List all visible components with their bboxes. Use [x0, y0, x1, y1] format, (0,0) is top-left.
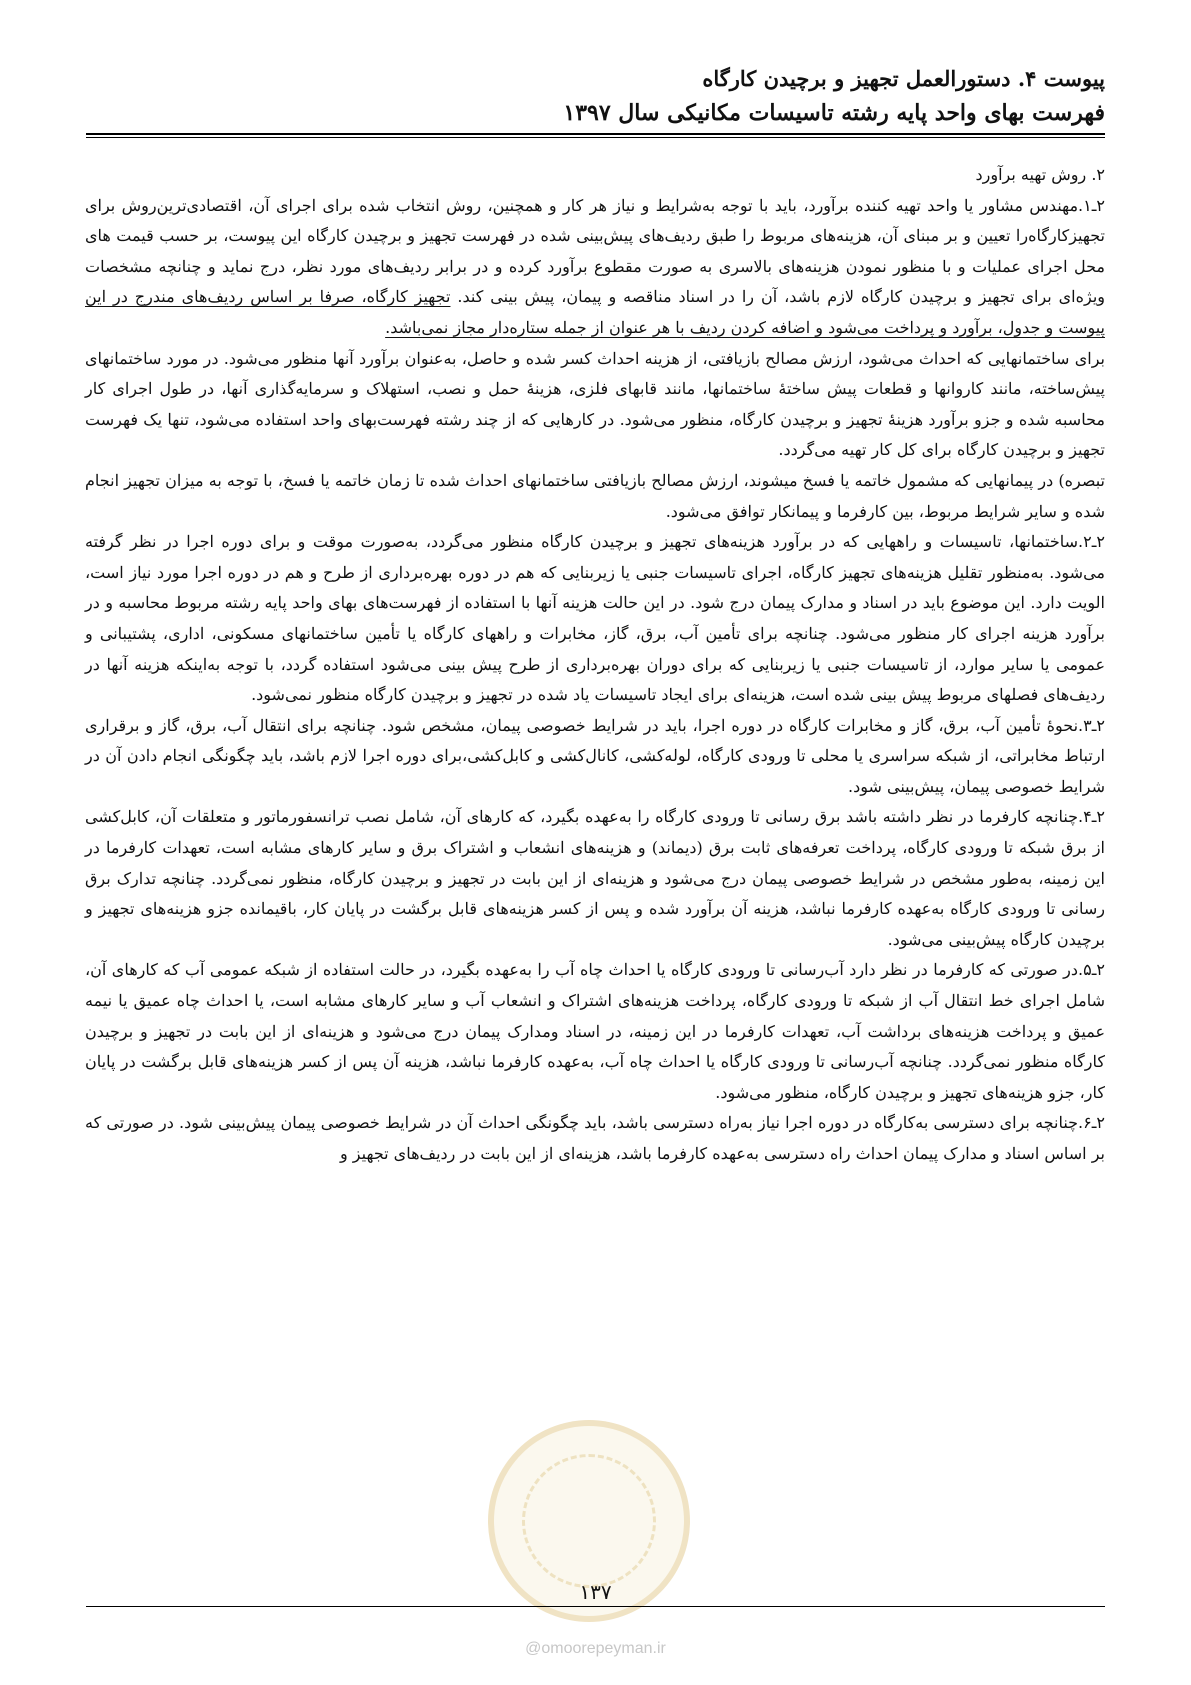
paragraph-2-5: ۲ـ۵.در صورتی که کارفرما در نظر دارد آب‌رسانی تا ورودی کارگاه یا احداث چاه آب را به‌عهده بگیرد، در حالت استفاده از شبکه عمومی آب که کارهای آن، شامل اجرای خط انتقال آب از شبکه تا ورودی کارگاه، پرداخت هزینه‌های اشتراک و انشعاب آب و سایر کارهای مشابه است، یا احداث چاه عمیق یا نیمه عمیق و پرداخت هزینه‌های برداشت آب، تعهدات کارفرما در این زمینه، در اسناد ومدارک پیمان درج می‌شود و هزینه‌ای از این بابت در تجهیز و برچیدن کارگاه منظور نمی‌گردد. چنانچه آب‌رسانی تا ورودی کارگاه یا احداث چاه آب، به‌عهده کارفرما نباشد، هزینه آن پس از کسر هزینه‌های قابل برگشت در پایان کار، جزو هزینه‌های تجهیز و برچیدن کارگاه، منظور می‌شود.	[85, 960, 1106, 1102]
page-header	[85, 62, 1105, 130]
section-heading: ۲. روش تهیه برآورد	[975, 165, 1105, 184]
footer-rule	[86, 1606, 1105, 1607]
paragraph-2-1-underlined: تجهیز کارگاه، صرفا بر اساس ردیف‌های مندرج در این پیوست و جدول، برآورد و پرداخت می‌شود و اضافه کردن ردیف با هر عنوان از جمله ستاره‌دار مجاز نمی‌باشد.	[85, 287, 1105, 337]
appendix-title: پیوست ۴. دستورالعمل تجهیز و برچیدن کارگاه	[702, 66, 1105, 91]
site-watermark: @omoorepeyman.ir	[525, 1640, 666, 1657]
paragraph-2-1	[85, 191, 1105, 344]
paragraph-note: تبصره) در پیمانهایی که مشمول خاتمه یا فسخ میشوند، ارزش مصالح بازیافتی ساختمانهای احداث شده تا زمان خاتمه یا فسخ، با توجه به میزان تجهیز انجام شده و سایر شرایط مربوط، بین کارفرما و پیمانکار توافق می‌شود.	[85, 470, 1105, 521]
paragraph-2-3: ۲ـ۳.نحوهٔ تأمین آب، برق، گاز و مخابرات کارگاه در دوره اجرا، باید در شرایط خصوصی پیمان، مشخص شود. چنانچه برای انتقال آب، برق، گاز و برقراری ارتباط مخابراتی، از شبکه سراسری یا محلی تا ورودی کارگاه، لوله‌کشی، کانال‌کشی و کابل‌کشی،برای دوره اجرا لازم باشد، باید چگونگی انجام دادن آن در شرایط خصوصی پیمان، پیش‌بینی شود.	[85, 715, 1106, 796]
page-number: ۱۳۷	[579, 1580, 612, 1604]
paragraph-2-1-text: ۲ـ۱.مهندس مشاور یا واحد تهیه کننده برآورد، باید با توجه به‌شرایط و نیاز هر کار و همچنین، روش انتخاب شده برای اجرای آن، اقتصادی‌ترین‌روش برای تجهیزکارگاه‌را تعیین و بر مبنای آن، هزینه‌های مربوط را طبق ردیف‌های پیش‌بینی شده در فهرست تجهیز و برچیدن کارگاه این پیوست، بر حسب قیمت های محل اجرای عملیات و با منظور نمودن هزینه‌های بالاسری به صورت مقطوع برآورد کرده و در برابر ردیف‌های مورد نظر، درج نماید و چنانچه مشخصات ویژه‌ای برای تجهیز و برچیدن کارگاه لازم باشد، آن را در اسناد مناقصه و پیمان، پیش بینی کند.	[85, 195, 1106, 307]
paragraph-2-4: ۲ـ۴.چنانچه کارفرما در نظر داشته باشد برق رسانی تا ورودی کارگاه را به‌عهده بگیرد، که کارهای آن، شامل نصب ترانسفورماتور و متعلقات آن، کابل‌کشی از برق شبکه تا ورودی کارگاه، پرداخت تعرفه‌های ثابت برق (دیماند) و هزینه‌های انشعاب و اشتراک برق و سایر کارهای مشابه است، تعهدات کارفرما در این زمینه، به‌طور مشخص در شرایط خصوصی پیمان درج می‌شود و هزینه‌ای از این بابت در تجهیز و برچیدن کارگاه، منظور نمی‌گردد. چنانچه تدارک برق رسانی تا ورودی کارگاه به‌عهده کارفرما نباشد، هزینه آن برآورد شده و پس از کسر هزینه‌های قابل برگشت در پایان کار، باقیمانده جزو هزینه‌های تجهیز و برچیدن کارگاه پیش‌بینی می‌شود.	[85, 807, 1105, 949]
price-list-title: فهرست بهای واحد پایه رشته تاسیسات مکانیکی سال ۱۳۹۷	[563, 100, 1105, 126]
header-rule-thin	[86, 137, 1105, 138]
paragraph-buildings: برای ساختمانهایی که احداث می‌شود، ارزش مصالح بازیافتی، از هزینه احداث کسر شده و حاصل، به‌عنوان برآورد آنها منظور می‌شود. در مورد ساختمانهای پیش‌ساخته، مانند کاروانها و قطعات پیش ساختهٔ ساختمانها، مانند قابهای فلزی، هزینهٔ حمل و نصب، استهلاک و سرمایه‌گذاری آنها، در طول اجرای کار محاسبه شده و جزو برآورد هزینهٔ تجهیز و برچیدن کارگاه، منظور می‌شود. در کارهایی که از چند رشته فهرست‌بهای واحد استفاده می‌شود، تنها یک فهرست تجهیز و برچیدن کارگاه برای کل کار تهیه می‌گردد.	[85, 348, 1105, 460]
paragraph-2-6: ۲ـ۶.چنانچه برای دسترسی به‌کارگاه در دوره اجرا نیاز به‌راه دسترسی باشد، باید چگونگی احداث آن در شرایط خصوصی پیمان پیش‌بینی شود. در صورتی که بر اساس اسناد و مدارک پیمان احداث راه دسترسی به‌عهده کارفرما باشد، هزینه‌ای از این بابت در ردیف‌های تجهیز و	[85, 1113, 1106, 1163]
paragraph-2-2: ۲ـ۲.ساختمانها، تاسیسات و راههایی که در برآورد هزینه‌های تجهیز و برچیدن کارگاه منظور می‌گردد، به‌صورت موقت و برای دوره اجرا در نظر گرفته می‌شود. به‌منظور تقلیل هزینه‌های تجهیز کارگاه، اجرای تاسیسات جنبی یا زیربنایی که هم در دوره بهره‌برداری از طرح و هم در دوره اجرا مورد نیاز است، الویت دارد. این موضوع باید در اسناد و مدارک پیمان درج شود. در این حالت هزینه آنها با استفاده از فهرست‌های بهای واحد پایه رشته مربوط محاسبه و در برآورد هزینه اجرای کار منظور می‌شود. چنانچه برای تأمین آب، برق، گاز، مخابرات و راههای کارگاه یا تأمین ساختمانهای مسکونی، اداری، پشتیبانی و عمومی یا سایر موارد، از تاسیسات جنبی یا زیربنایی که برای دوران بهره‌برداری از طرح پیش بینی می‌شود استفاده گردد، با توجه به‌اینکه هزینه آنها در ردیف‌های فصلهای مربوط پیش بینی شده است، هزینه‌ای برای ایجاد تاسیسات یاد شده در تجهیز و برچیدن کارگاه منظور نمی‌شود.	[85, 532, 1105, 705]
page-body	[85, 160, 1105, 1170]
header-rule-thick	[86, 133, 1105, 135]
